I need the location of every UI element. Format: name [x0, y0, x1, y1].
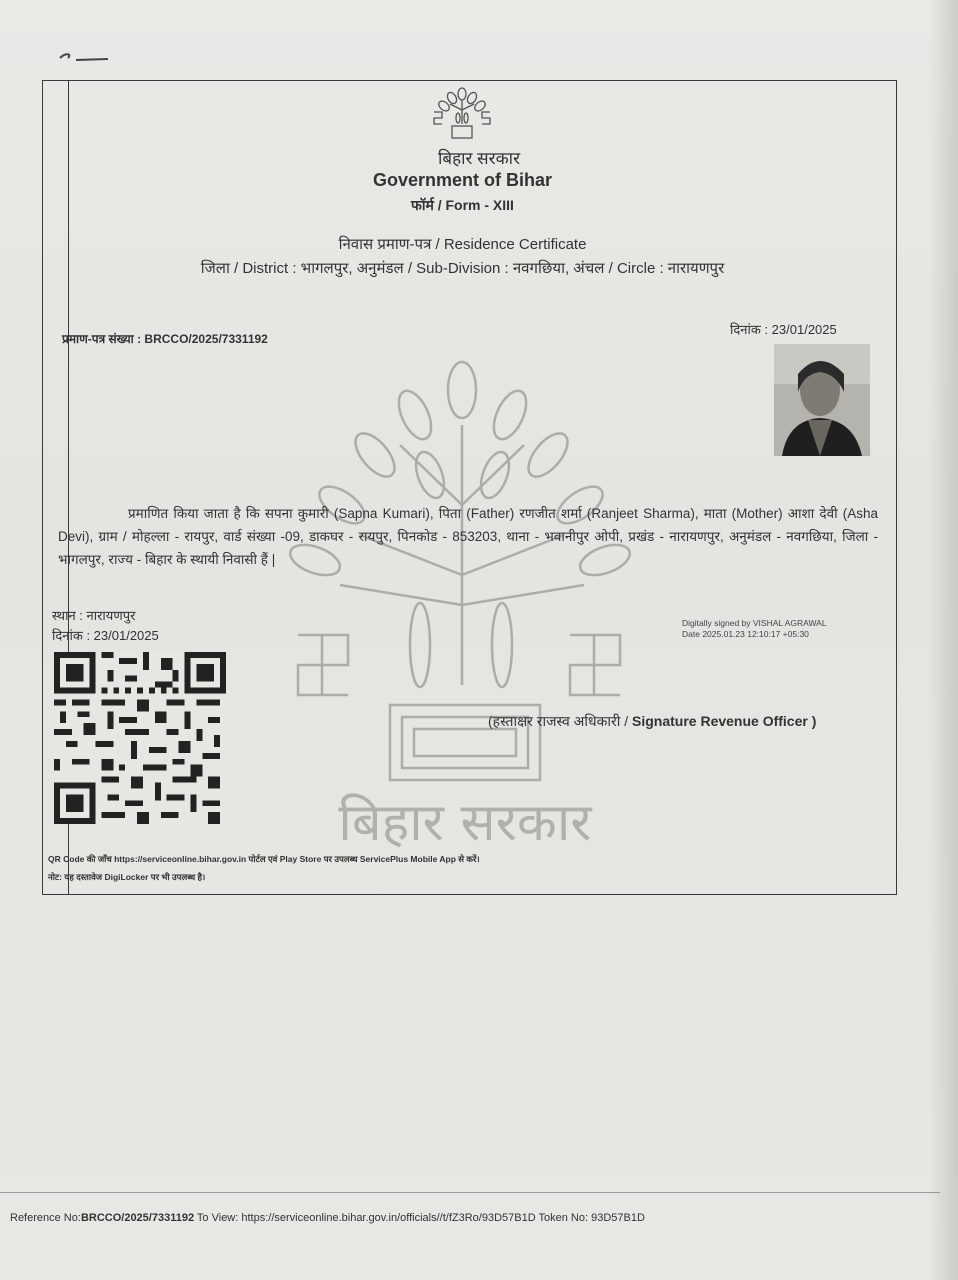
form-number: फॉर्म / Form - XIII [411, 197, 514, 213]
certificate-date: दिनांक : 23/01/2025 [730, 322, 837, 337]
certificate-body [58, 502, 878, 571]
govt-title: Government of Bihar [372, 170, 553, 190]
issue-place: स्थान : नारायणपुर [52, 608, 136, 623]
digital-signature [682, 618, 827, 640]
bihar-emblem-icon [428, 84, 496, 142]
digilocker-note: नोट: यह दस्तावेज DigiLocker पर भी उपलब्ध है। [48, 872, 206, 882]
certificate-title: निवास प्रमाण-पत्र / Residence Certificate [338, 236, 587, 253]
signature-label [488, 712, 816, 731]
page-shadow [928, 0, 958, 1280]
qr-verification-note: QR Code की जाँच https://serviceonline.bihar.gov.in पोर्टल एवं Play Store पर उपलब्ध ServicePlus Mobile App से करें। [48, 854, 480, 864]
reference-label: Reference No: [10, 1212, 81, 1224]
district-line: जिला / District : भागलपुर, अनुमंडल / Sub-Division : नवगछिया, अंचल / Circle : नारायणपुर [200, 260, 725, 277]
govt-hindi-title: बिहार सरकार [437, 149, 521, 168]
footer-reference [10, 1212, 645, 1224]
watermark-text: बिहार सरकार [338, 793, 592, 853]
footer-divider [0, 1192, 940, 1193]
reference-link-text[interactable]: To View: https://serviceonline.bihar.gov.in/officials//t/fZ3Ro/93D57B1D Token No: 93D57B1D [194, 1212, 645, 1224]
certificate-paragraph: प्रमाणित किया जाता है कि सपना कुमारी (Sapna Kumari), पिता (Father) रणजीत शर्मा (Ranjeet Sharma), माता (Mother) आशा देवी (Asha Devi), ग्राम / मोहल्ला - रायपुर, वार्ड संख्या -09, डाकघर - रायपुर, पिनकोड - 853203, थाना - भवानीपुर ओपी, प्रखंड - नारायणपुर, अनुमंडल - नवगछिया, जिला - भागलपुर, राज्य - बिहार के स्थायी निवासी हैं | [58, 506, 878, 567]
certificate-number: प्रमाण-पत्र संख्या : BRCCO/2025/7331192 [62, 332, 268, 346]
issue-date: दिनांक : 23/01/2025 [52, 628, 159, 643]
person-photo-icon [774, 344, 870, 456]
pen-mark [58, 50, 118, 70]
digital-signature-date: Date 2025.01.23 12:10:17 +05:30 [682, 629, 809, 639]
reference-number: BRCCO/2025/7331192 [80, 1212, 195, 1224]
applicant-photo [774, 344, 870, 456]
qr-code-icon[interactable] [54, 652, 226, 824]
signature-hindi: (हस्ताक्षर राजस्व अधिकारी / [488, 713, 632, 729]
signature-english: Signature Revenue Officer ) [632, 713, 817, 729]
bihar-emblem-watermark [280, 355, 660, 855]
digital-signature-signer: Digitally signed by VISHAL AGRAWAL [682, 618, 827, 628]
